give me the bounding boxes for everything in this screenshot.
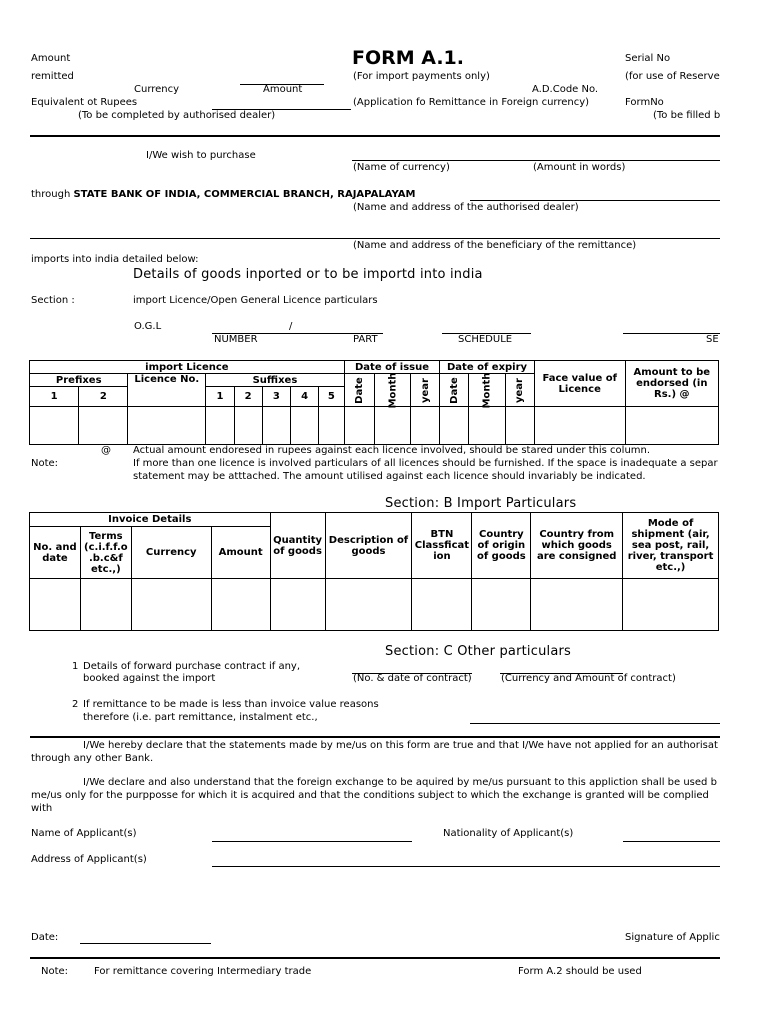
- dealer-line: [470, 200, 720, 201]
- amount-in-words-caption: (Amount in words): [533, 162, 626, 173]
- mode-shipment-header: Mode of shipment (air, sea post, rail, river, transport etc.,): [623, 513, 719, 579]
- number-caption: NUMBER: [214, 334, 258, 345]
- suffix-4-header: 4: [291, 387, 319, 407]
- prefix-1-header: 1: [30, 387, 79, 407]
- applicant-name-line[interactable]: [212, 841, 412, 842]
- suffix-2-cell[interactable]: [234, 407, 262, 445]
- for-import-note: (For import payments only): [353, 71, 490, 82]
- declaration-para-2-line-2: me/us only for the purpposse for which it is acquired and that the conditions subject to which the exchange is granted will be complied: [31, 790, 709, 801]
- contract-currency-caption: (Currency and Amount of contract): [501, 673, 676, 684]
- item-1-line-2: booked against the import: [83, 673, 216, 684]
- issue-date-text: Date: [353, 376, 365, 404]
- part-caption: PART: [353, 334, 378, 345]
- currency-column-label: Currency: [134, 84, 180, 95]
- note-line-2: statement may be atttached. The amount utilised against each licence should invariably be indicated.: [133, 471, 646, 482]
- amount-column-label: Amount: [263, 84, 303, 95]
- date-label: Date:: [31, 932, 59, 943]
- note-line-1: If more than one licence is involved particulars of all licences should be furnished. If the space is inadequate a separ: [133, 458, 718, 469]
- declaration-para-1-line-1: I/We hereby declare that the statements made by me/us on this form are true and that I/We have not applied for an authorisat: [83, 740, 718, 751]
- item-1-number: 1: [72, 661, 79, 672]
- expiry-month-header: [469, 374, 506, 407]
- suffix-5-header: 5: [318, 387, 344, 407]
- import-particulars-table: [29, 512, 719, 631]
- ad-code-label: A.D.Code No.: [532, 84, 599, 95]
- footer-note-label: Note:: [41, 966, 69, 977]
- issue-date-header: [344, 374, 374, 407]
- form-title: FORM A.1.: [352, 47, 464, 69]
- footer-intermediary-text: For remittance covering Intermediary trade: [94, 966, 312, 977]
- quantity-cell[interactable]: [270, 579, 325, 631]
- country-consigned-header: Country from which goods are consigned: [531, 513, 623, 579]
- table-row: [30, 407, 719, 445]
- footer-form-a2-text: Form A.2 should be used: [518, 966, 642, 977]
- header-divider: [30, 135, 720, 137]
- prefix-1-cell[interactable]: [30, 407, 79, 445]
- suffix-5-cell[interactable]: [318, 407, 344, 445]
- imports-detailed-label: imports into india detailed below:: [31, 254, 199, 265]
- item-1-line-1: Details of forward purchase contract if any,: [83, 661, 301, 672]
- expiry-date-text: Date: [448, 376, 460, 404]
- applicant-name-label: Name of Applicant(s): [31, 828, 137, 839]
- applicant-address-line[interactable]: [212, 866, 720, 867]
- declaration-divider: [30, 736, 720, 738]
- btn-header: BTN Classficat ion: [412, 513, 472, 579]
- suffix-3-cell[interactable]: [262, 407, 291, 445]
- expiry-date-cell[interactable]: [440, 407, 469, 445]
- expiry-month-text: Month: [481, 372, 493, 408]
- date-line[interactable]: [80, 943, 211, 944]
- terms-cell[interactable]: [80, 579, 131, 631]
- prefix-2-header: 2: [79, 387, 128, 407]
- nationality-label: Nationality of Applicant(s): [443, 828, 574, 839]
- dealer-caption: (Name and address of the authorised dealer): [353, 202, 579, 213]
- table-row: [30, 579, 719, 631]
- face-value-header: Face value of Licence: [534, 361, 625, 407]
- reserve-use-note: (for use of Reserve: [625, 71, 720, 82]
- description-cell[interactable]: [325, 579, 412, 631]
- amount-label: Amount: [31, 53, 71, 64]
- expiry-year-text: year: [514, 377, 526, 403]
- to-be-filled-note: (To be filled b: [653, 110, 721, 121]
- nationality-line[interactable]: [623, 841, 720, 842]
- prefix-2-cell[interactable]: [79, 407, 128, 445]
- terms-header: Terms (c.i.f.f.o .b.c&f etc.,): [80, 527, 131, 579]
- amount-endorsed-cell[interactable]: [625, 407, 718, 445]
- beneficiary-caption: (Name and address of the beneficiary of the remittance): [353, 240, 637, 251]
- note-at-text: Actual amount endoresed in rupees against each licence involved, should be stared under this column.: [133, 445, 651, 456]
- no-date-header: No. and date: [30, 527, 81, 579]
- issue-year-text: year: [419, 377, 431, 403]
- licence-no-cell[interactable]: [128, 407, 206, 445]
- suffixes-header: Suffixes: [206, 374, 345, 387]
- contract-no-caption: (No. & date of contract): [353, 673, 472, 684]
- item-2-line-1: If remittance to be made is less than invoice value reasons: [83, 699, 379, 710]
- date-of-expiry-header: Date of expiry: [440, 361, 535, 374]
- suffix-4-cell[interactable]: [291, 407, 319, 445]
- issue-year-header: [411, 374, 440, 407]
- ogl-label: O.G.L: [134, 321, 162, 332]
- invoice-details-header: Invoice Details: [30, 513, 271, 527]
- suffix-3-header: 3: [262, 387, 291, 407]
- reasons-line: [470, 723, 720, 724]
- declaration-para-2-line-3: with: [31, 803, 53, 814]
- issue-date-cell[interactable]: [344, 407, 374, 445]
- declaration-para-2-line-1: I/We declare and also understand that the foreign exchange to be aquired by me/us pursuant to this appliction shall be used b: [83, 777, 717, 788]
- applicant-address-label: Address of Applicant(s): [31, 854, 147, 865]
- licence-no-header: Licence No.: [128, 374, 206, 407]
- country-origin-cell[interactable]: [472, 579, 531, 631]
- description-header: Description of goods: [325, 513, 412, 579]
- amount-endorsed-header: Amount to be endorsed (in Rs.) @: [625, 361, 718, 407]
- section-a-heading: Details of goods inported or to be importd into india: [133, 267, 483, 282]
- completed-by-note: (To be completed by authorised dealer): [78, 110, 276, 121]
- prefixes-header: Prefixes: [30, 374, 128, 387]
- item-2-number: 2: [72, 699, 79, 710]
- application-note: (Application fo Remittance in Foreign currency): [353, 97, 590, 108]
- equivalent-rupees-label: Equivalent ot Rupees: [31, 97, 138, 108]
- at-symbol: @: [101, 445, 111, 456]
- remitted-label: remitted: [31, 71, 74, 82]
- suffix-1-cell[interactable]: [206, 407, 235, 445]
- country-consigned-cell[interactable]: [531, 579, 623, 631]
- section-b-heading: Section: B Import Particulars: [385, 496, 577, 511]
- declaration-para-1-line-2: through any other Bank.: [31, 753, 154, 764]
- expiry-year-cell[interactable]: [506, 407, 535, 445]
- date-of-issue-header: Date of issue: [344, 361, 439, 374]
- amount-header: Amount: [211, 527, 270, 579]
- licence-particulars-label: import Licence/Open General Licence particulars: [133, 295, 378, 306]
- beneficiary-line: [30, 238, 720, 239]
- item-2-line-2: therefore (i.e. part remittance, instalment etc.,: [83, 712, 318, 723]
- form-no-label: FormNo: [625, 97, 664, 108]
- expiry-month-cell[interactable]: [469, 407, 506, 445]
- through-text: through: [31, 189, 71, 200]
- section-c-heading: Section: C Other particulars: [385, 644, 572, 659]
- quantity-header: Quantity of goods: [270, 513, 325, 579]
- currency-header: Currency: [131, 527, 211, 579]
- currency-cell[interactable]: [131, 579, 211, 631]
- currency-amount-line: [352, 160, 720, 161]
- schedule-caption: SCHEDULE: [458, 334, 513, 345]
- serial-no-label: Serial No: [625, 53, 671, 64]
- expiry-date-header: [440, 374, 469, 407]
- issue-month-header: [374, 374, 411, 407]
- bank-name: STATE BANK OF INDIA, COMMERCIAL BRANCH, RAJAPALAYAM: [73, 189, 416, 200]
- se-caption: SE: [706, 334, 719, 345]
- expiry-year-header: [506, 374, 535, 407]
- face-value-cell[interactable]: [534, 407, 625, 445]
- ogl-slash: /: [289, 321, 293, 332]
- note-label: Note:: [31, 458, 59, 469]
- issue-year-cell[interactable]: [411, 407, 440, 445]
- footer-divider: [30, 957, 720, 959]
- no-date-cell[interactable]: [30, 579, 81, 631]
- import-licence-table: [29, 360, 719, 445]
- import-licence-header: import Licence: [30, 361, 345, 374]
- suffix-1-header: 1: [206, 387, 235, 407]
- name-of-currency-caption: (Name of currency): [353, 162, 450, 173]
- suffix-2-header: 2: [234, 387, 262, 407]
- mode-shipment-cell[interactable]: [623, 579, 719, 631]
- issue-month-cell[interactable]: [374, 407, 411, 445]
- amount-cell[interactable]: [211, 579, 270, 631]
- wish-to-purchase-label: I/We wish to purchase: [146, 150, 256, 161]
- through-label: [31, 189, 415, 201]
- btn-cell[interactable]: [412, 579, 472, 631]
- section-label: Section :: [31, 295, 75, 306]
- country-origin-header: Country of origin of goods: [472, 513, 531, 579]
- issue-month-text: Month: [387, 372, 399, 408]
- signature-label: Signature of Applic: [625, 932, 720, 943]
